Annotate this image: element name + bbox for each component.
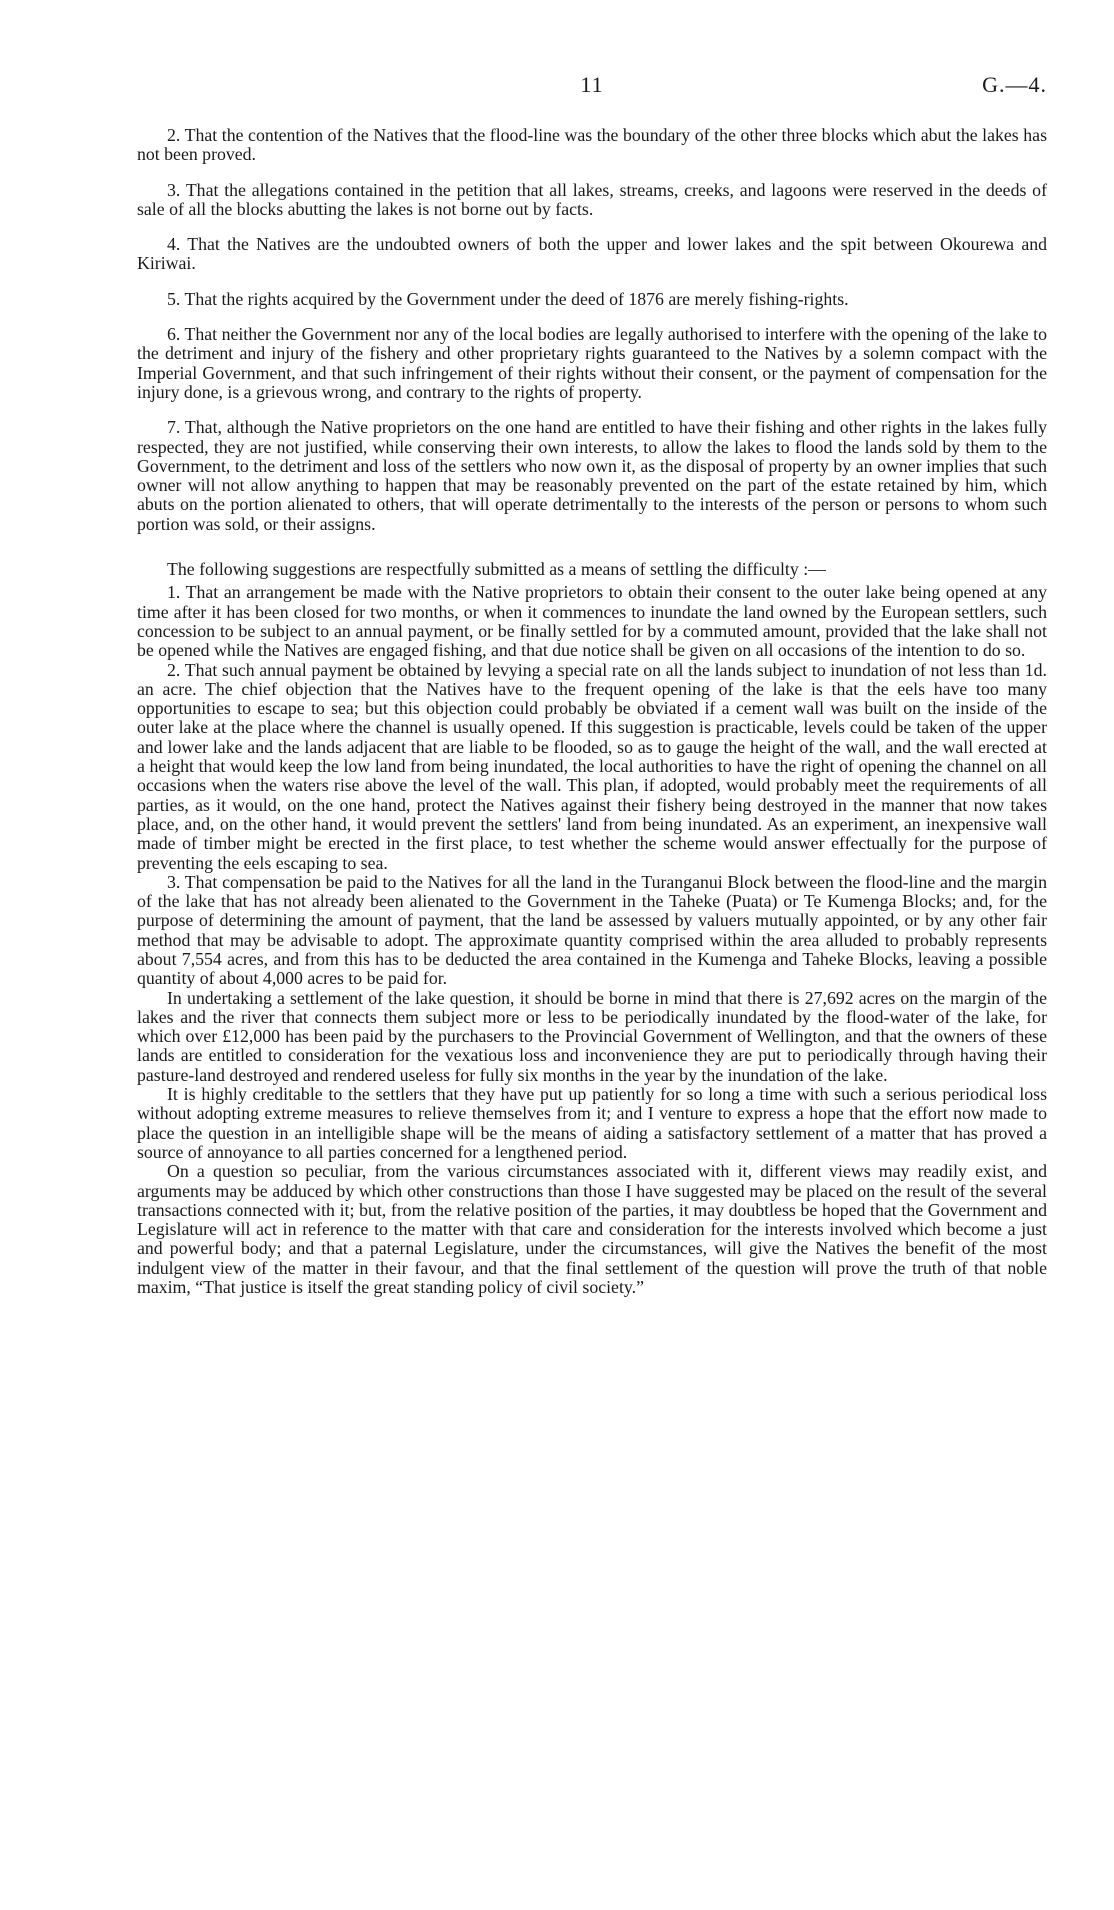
suggestion-paragraph: 3. That compensation be paid to the Natives for all the land in the Turanganui Block between the flood-line and the margin of the lake that has not already been alienated to the Government in the Taheke (Puata) or Te Kumenga Blocks; and, for the purpose of determining the amount of payment, that the land be assessed by valuers mutually appointed, or by any other fair method that may be advisable to adopt. The approximate quantity comprised within the area alluded to probably represents about 7,554 acres, and from this has to be deducted the area contained in the Kumenga and Taheke Blocks, leaving a possible quantity of about 4,000 acres to be paid for. <box>137 871 1047 989</box>
finding-paragraph: 3. That the allegations contained in the petition that all lakes, streams, creeks, and lagoons were reserved in the deeds of sale of all the blocks abutting the lakes is not borne out by facts. <box>137 179 1047 219</box>
page-header <box>137 72 1047 112</box>
finding-paragraph: 4. That the Natives are the undoubted owners of both the upper and lower lakes and the spit between Okourewa and Kiriwai. <box>137 234 1047 274</box>
closing-paragraph: On a question so peculiar, from the various circumstances associated with it, different views may readily exist, and arguments may be adduced by which other constructions than those I have suggested may be placed on the result of the several transactions connected with it; but, from the relative position of the parties, it may doubtless be hoped that the Government and Legislature will act in reference to the matter with that care and consideration for the interests involved which become a just and powerful body; and that a paternal Legislature, under the circumstances, will give the Natives the benefit of the most indulgent view of the matter in their favour, and that the final settlement of the question will prove the truth of that noble maxim, “That justice is itself the great standing policy of civil society.” <box>137 1161 1047 1298</box>
closing-paragraph: It is highly creditable to the settlers that they have put up patiently for so long a time with such a serious periodical loss without adopting extreme measures to relieve themselves from it; and I venture to express a hope that the effort now made to place the question in an intelligible shape will be the means of aiding a satisfactory settlement of a matter that has proved a source of annoyance to all parties concerned for a lengthened period. <box>137 1084 1047 1162</box>
finding-paragraph: 7. That, although the Native proprietors on the one hand are entitled to have their fishing and other rights in the lakes fully respected, they are not justified, while conserving their own interests, to allow the lakes to flood the lands sold by them to the Government, to the detriment and loss of the settlers who now own it, as the disposal of property by an owner implies that such owner will not allow anything to happen that may be reasonably prevented on the part of the estate retained by him, which abuts on the portion alienated to others, that will operate detrimentally to the interests of the person or persons to whom such portion was sold, or their assigns. <box>137 417 1047 534</box>
finding-paragraph: 5. That the rights acquired by the Government under the deed of 1876 are merely fishing-rights. <box>167 288 849 309</box>
document-reference: G.—4. <box>982 72 1047 97</box>
suggestion-paragraph: 1. That an arrangement be made with the Native proprietors to obtain their consent to the outer lake being opened at any time after it has been closed for two months, or when it commences to inundate the land owned by the European settlers, such concession to be subject to an annual payment, or be finally settled for by a commuted amount, provided that the lake shall not be opened while the Natives are engaged fishing, and that due notice shall be given on all occasions of the intention to do so. <box>137 582 1047 661</box>
closing-paragraph: In undertaking a settlement of the lake question, it should be borne in mind that there is 27,692 acres on the margin of the lakes and the river that connects them subject more or less to be periodically inundated by the flood-water of the lake, for which over £12,000 has been paid by the purchasers to the Provincial Government of Wellington, and that the owners of these lands are entitled to consideration for the vexatious loss and inconvenience they are put to periodically through having their pasture-land destroyed and rendered useless for fully six months in the year by the inundation of the lake. <box>137 987 1047 1085</box>
document-page <box>137 72 1047 1297</box>
suggestions-intro: The following suggestions are respectfully submitted as a means of settling the difficulty :— <box>167 559 826 580</box>
page-number: 11 <box>580 72 604 97</box>
closing-section <box>137 989 1047 1298</box>
suggestion-paragraph: 2. That such annual payment be obtained by levying a special rate on all the lands subject to inundation of not less than 1d. an acre. The chief objection that the Natives have to the frequent opening of the lake is that the eels have too many opportunities to escape to sea; but this objection could probably be obviated if a cement wall was built on the inside of the outer lake at the place where the channel is usually opened. If this suggestion is practicable, levels could be taken of the upper and lower lake and the lands adjacent that are liable to be flooded, so as to gauge the height of the wall, and the wall erected at a height that would keep the low land from being inundated, the local authorities to have the right of opening the channel on all occasions when the waters rise above the level of the wall. This plan, if adopted, would probably meet the requirements of all parties, as it would, on the one hand, protect the Natives against their fishery being destroyed in the manner that now takes place, and, on the other hand, it would prevent the settlers' land from being inundated. As an experiment, an inexpensive wall made of timber might be erected in the first place, to test whether the scheme would answer effectually for the purpose of preventing the eels escaping to sea. <box>137 659 1047 873</box>
finding-paragraph: 2. That the contention of the Natives that the flood-line was the boundary of the other three blocks which abut the lakes has not been proved. <box>137 125 1047 165</box>
suggestions-list <box>137 583 1047 988</box>
findings-list <box>137 126 1047 534</box>
finding-paragraph: 6. That neither the Government nor any of the local bodies are legally authorised to interfere with the opening of the lake to the detriment and injury of the fishery and other proprietary rights guaranteed to the Natives by a solemn compact with the Imperial Government, and that such infringement of their rights without their consent, or the payment of compensation for the injury done, is a grievous wrong, and contrary to the rights of property. <box>137 324 1047 402</box>
